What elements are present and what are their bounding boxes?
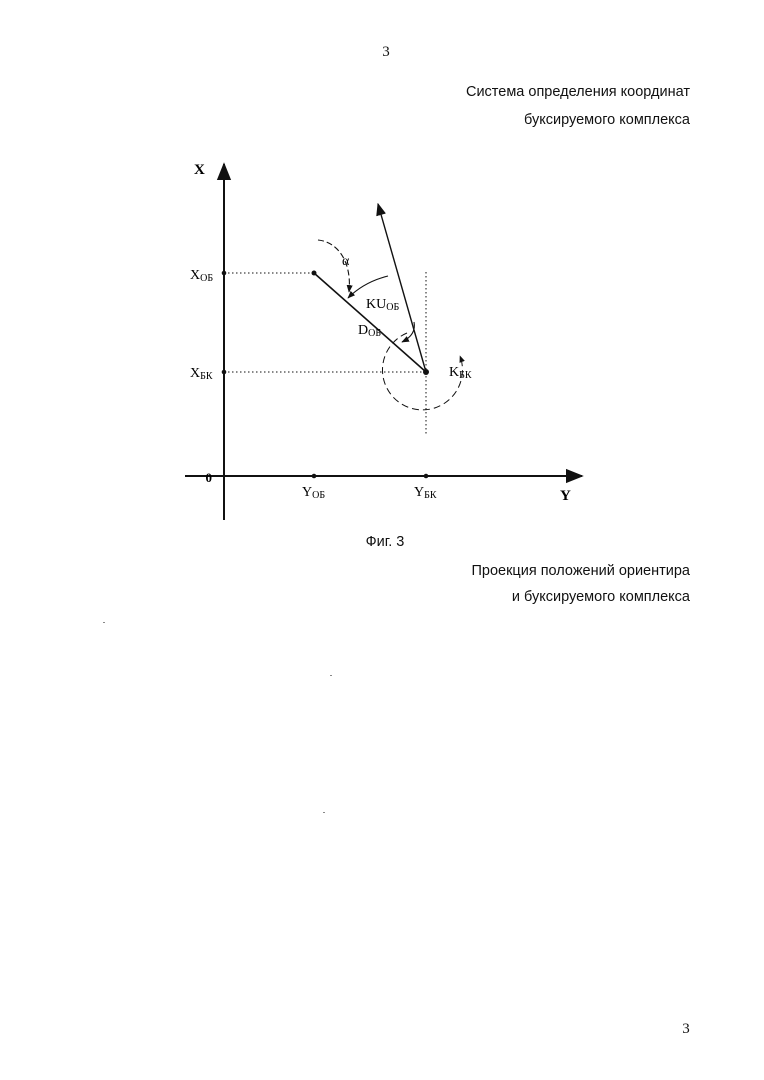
page-number-bottom: 3 bbox=[682, 1021, 690, 1037]
subtitle-line-2: и буксируемого комплекса bbox=[511, 589, 690, 605]
alpha-label: α bbox=[342, 254, 350, 269]
scan-speck bbox=[103, 622, 105, 623]
scan-speck bbox=[323, 812, 325, 813]
d-label: DОБ bbox=[358, 323, 382, 339]
subtitle-line-1: Проекция положений ориентира bbox=[471, 563, 690, 579]
scan-speck bbox=[330, 675, 332, 676]
x-bk-label: XБК bbox=[190, 366, 213, 382]
subtitle-block bbox=[471, 558, 690, 610]
origin-label: 0 bbox=[205, 470, 212, 485]
ku-arc bbox=[348, 276, 388, 298]
axis-y-label: Y bbox=[560, 488, 571, 504]
heading-arrow bbox=[378, 204, 426, 372]
k-bk-label: KБК bbox=[449, 365, 472, 381]
title-line-2: буксируемого комплекса bbox=[524, 112, 690, 128]
distance-line bbox=[314, 273, 426, 372]
figure-caption: Фиг. 3 bbox=[365, 534, 405, 550]
axis-x-label: X bbox=[194, 162, 205, 178]
x-bk-tick bbox=[222, 370, 227, 375]
page-number-top: 3 bbox=[382, 44, 390, 60]
y-bk-label: YБК bbox=[414, 485, 437, 501]
x-ob-tick bbox=[222, 271, 227, 276]
y-ob-label: YОБ bbox=[302, 485, 326, 501]
ku-label: KUОБ bbox=[366, 297, 400, 313]
y-bk-tick bbox=[424, 474, 429, 479]
x-ob-label: XОБ bbox=[190, 268, 214, 284]
title-line-1: Система определения координат bbox=[465, 84, 690, 100]
landmark-point bbox=[312, 271, 317, 276]
y-ob-tick bbox=[312, 474, 317, 479]
